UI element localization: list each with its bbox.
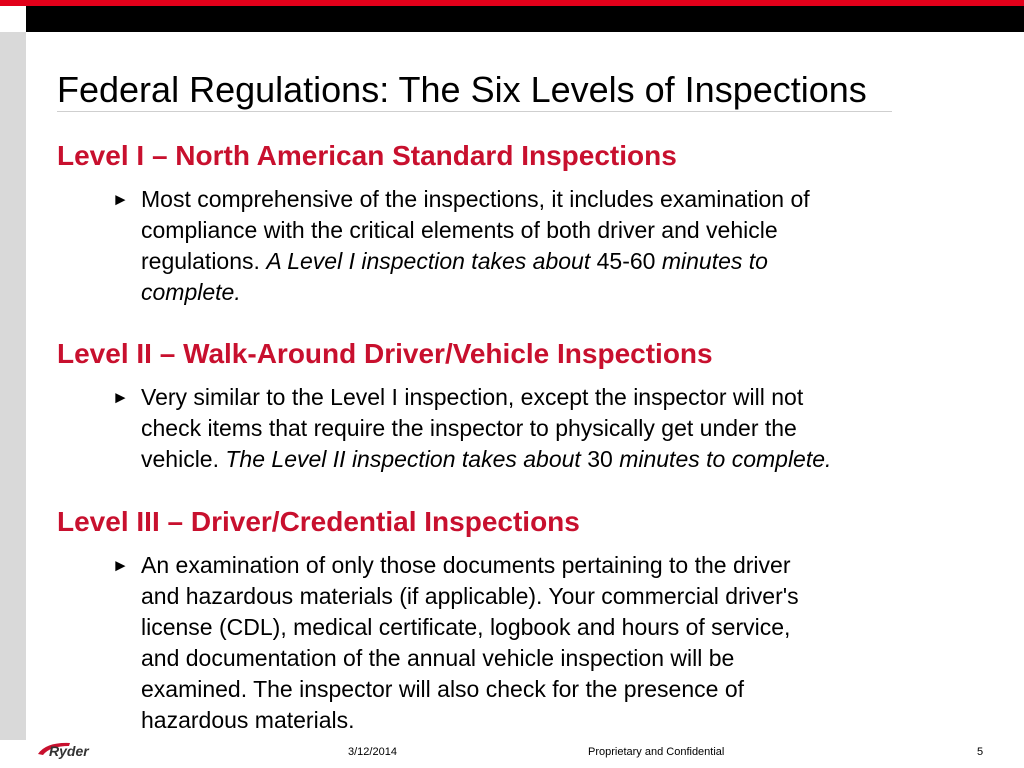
top-accent-bar-black	[26, 6, 1024, 32]
slide-title: Federal Regulations: The Six Levels of Inspections	[57, 69, 867, 110]
level-2-heading: Level II – Walk-Around Driver/Vehicle Inspections	[57, 338, 713, 369]
text-line: and hazardous materials (if applicable). Your commercial driver's	[141, 583, 799, 609]
text-line: vehicle. The Level II inspection takes about 30 minutes to complete.	[141, 446, 832, 472]
text-line: check items that require the inspector to physically get under the	[141, 415, 797, 441]
footer-date: 3/12/2014	[348, 746, 397, 758]
italic-text: minutes to complete.	[619, 446, 832, 472]
italic-text: A Level I inspection takes about	[266, 248, 591, 274]
left-side-stripe	[0, 32, 26, 740]
text-line: and documentation of the annual vehicle inspection will be	[141, 645, 735, 671]
bullet-arrow-icon: ►	[112, 556, 129, 575]
text-line: An examination of only those documents pertaining to the driver	[141, 552, 791, 578]
level-2-description	[141, 382, 1001, 475]
level-3-description	[141, 550, 1001, 736]
text-line: license (CDL), medical certificate, logbook and hours of service,	[141, 614, 791, 640]
italic-text: The Level II inspection takes about	[225, 446, 581, 472]
text-line: examined. The inspector will also check for the presence of	[141, 676, 744, 702]
italic-text: minutes to	[661, 248, 768, 274]
footer-page-number: 5	[977, 746, 984, 758]
text-line	[141, 277, 1001, 308]
italic-text: complete.	[141, 279, 241, 305]
level-3-heading: Level III – Driver/Credential Inspections	[57, 506, 580, 537]
bullet-arrow-icon: ►	[112, 388, 129, 407]
level-1-heading: Level I – North American Standard Inspections	[57, 140, 677, 171]
text-line: compliance with the critical elements of both driver and vehicle	[141, 217, 778, 243]
text-line: regulations. A Level I inspection takes about 45-60 minutes to	[141, 248, 768, 274]
ryder-logo	[36, 739, 116, 761]
logo-wordmark: Ryder	[49, 743, 89, 759]
footer-confidential-notice: Proprietary and Confidential	[588, 746, 725, 758]
title-underline	[57, 111, 892, 112]
text-line: Very similar to the Level I inspection, except the inspector will not	[141, 384, 804, 410]
bullet-arrow-icon: ►	[112, 190, 129, 209]
text-line: Most comprehensive of the inspections, it includes examination of	[141, 186, 810, 212]
text-line: hazardous materials.	[141, 707, 355, 733]
level-1-description	[141, 184, 1001, 308]
